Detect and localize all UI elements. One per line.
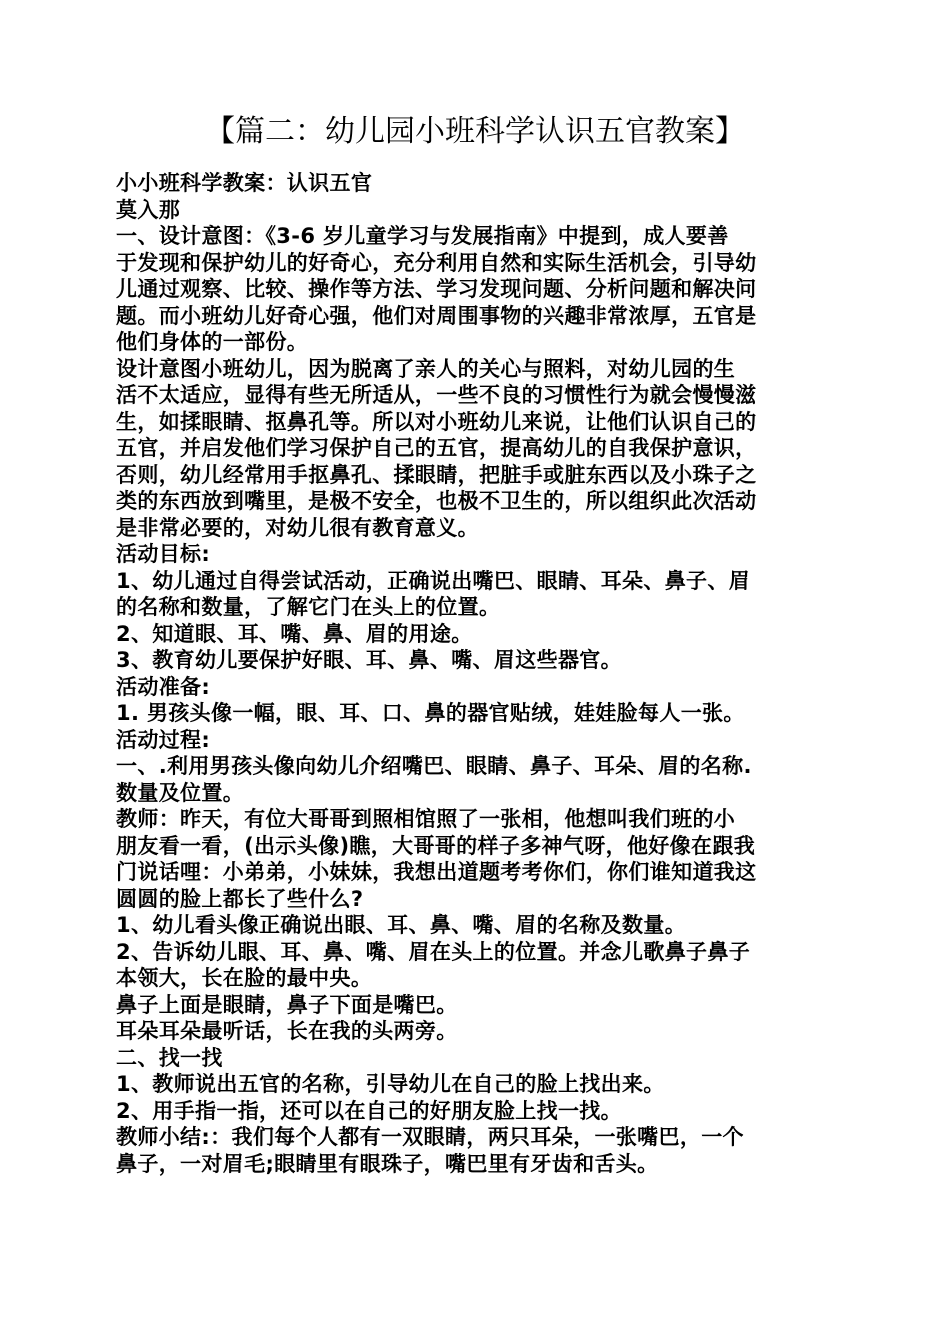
text-line: 数量及位置。 xyxy=(116,780,245,805)
text-line: 的名称和数量，了解它门在头上的位置。 xyxy=(116,595,501,619)
text-line: 2、知道眼、耳、嘴、鼻、眉的用途。 xyxy=(116,621,473,646)
text-line: 3、教育幼儿要保护好眼、耳、鼻、嘴、眉这些器官。 xyxy=(116,648,623,672)
text-line: 小小班科学教案：认识五官 xyxy=(116,171,373,195)
text-line: 一、.利用男孩头像向幼儿介绍嘴巴、眼睛、鼻子、耳朵、眉的名称. xyxy=(116,754,752,778)
text-line: 莫入那 xyxy=(116,197,181,222)
text-line: 活动目标: xyxy=(116,542,211,566)
document-body xyxy=(116,170,838,1177)
text-line: 于发现和保护幼儿的好奇心，充分利用自然和实际生活机会，引导幼 xyxy=(116,250,757,275)
text-line: 2、用手指一指，还可以在自己的好朋友脸上找一找。 xyxy=(116,1098,623,1123)
text-line: 活不太适应，显得有些无所适从，一些不良的习惯性行为就会慢慢滋 xyxy=(116,383,757,407)
text-line: 耳朵耳朵最听话，长在我的头两旁。 xyxy=(116,1019,458,1043)
text-line: 朋友看一看，(出示头像)瞧，大哥哥的样子多神气呀，他好像在跟我 xyxy=(116,833,756,858)
text-line: 生，如揉眼睛、抠鼻孔等。所以对小班幼儿来说，让他们认识自己的 xyxy=(116,409,757,434)
text-line: 鼻子，一对眉毛;眼睛里有眼珠子，嘴巴里有牙齿和舌头。 xyxy=(116,1151,659,1176)
text-line: 1. 男孩头像一幅，眼、耳、口、鼻的器官贴绒，娃娃脸每人一张。 xyxy=(116,701,745,725)
text-line: 是非常必要的，对幼儿很有教育意义。 xyxy=(116,515,479,540)
text-line: 1、幼儿通过自得尝试活动，正确说出嘴巴、眼睛、耳朵、鼻子、眉 xyxy=(116,568,751,593)
text-line: 2、告诉幼儿眼、耳、鼻、嘴、眉在头上的位置。并念儿歌鼻子鼻子 xyxy=(116,939,751,964)
text-line: 类的东西放到嘴里，是极不安全，也极不卫生的，所以组织此次活动 xyxy=(116,489,757,513)
text-line: 圆圆的脸上都长了些什么? xyxy=(116,886,364,911)
text-line: 门说话哩：小弟弟，小妹妹，我想出道题考考你们，你们谁知道我这 xyxy=(116,860,757,884)
text-line: 活动准备: xyxy=(116,674,211,699)
text-line: 设计意图小班幼儿，因为脱离了亲人的关心与照料，对幼儿园的生 xyxy=(116,356,736,381)
text-line: 他们身体的一部份。 xyxy=(116,330,309,354)
text-line: 鼻子上面是眼睛，鼻子下面是嘴巴。 xyxy=(116,992,458,1017)
text-line: 教师：昨天，有位大哥哥到照相馆照了一张相，他想叫我们班的小 xyxy=(116,807,736,831)
text-line: 儿通过观察、比较、操作等方法、学习发现问题、分析问题和解决问 xyxy=(116,277,757,301)
document-title: 【篇二：幼儿园小班科学认识五官教案】 xyxy=(205,114,745,149)
text-line: 二、找一找 xyxy=(116,1045,223,1070)
text-line: 本领大，长在脸的最中央。 xyxy=(116,966,373,990)
text-line: 活动过程: xyxy=(116,727,211,752)
text-line: 五官，并启发他们学习保护自己的五官，提高幼儿的自我保护意识， xyxy=(116,436,757,460)
text-line: 1、幼儿看头像正确说出眼、耳、鼻、嘴、眉的名称及数量。 xyxy=(116,913,687,937)
text-line: 否则，幼儿经常用手抠鼻孔、揉眼睛，把脏手或脏东西以及小珠子之 xyxy=(116,462,757,487)
text-line: 1、教师说出五官的名称，引导幼儿在自己的脸上找出来。 xyxy=(116,1072,665,1096)
text-line: 一、设计意图：《3-6 岁儿童学习与发展指南》中提到，成人要善 xyxy=(116,224,729,248)
text-line: 教师小结:：我们每个人都有一双眼睛，两只耳朵，一张嘴巴，一个 xyxy=(116,1125,744,1149)
text-line: 题。而小班幼儿好奇心强，他们对周围事物的兴趣非常浓厚，五官是 xyxy=(116,303,757,328)
